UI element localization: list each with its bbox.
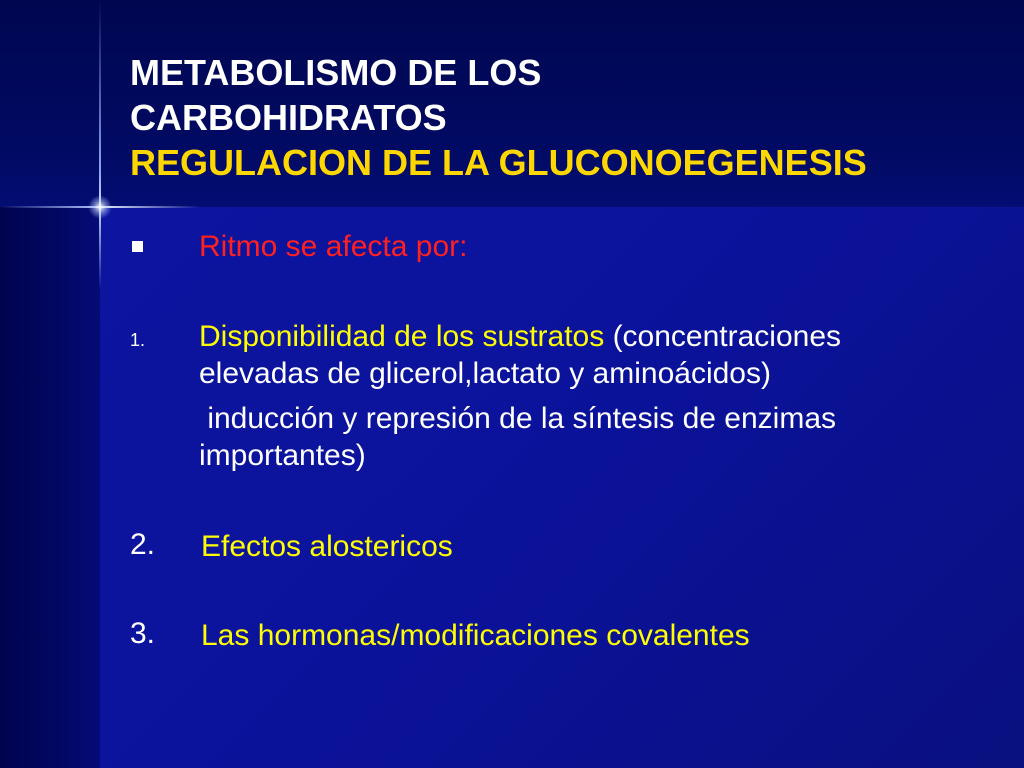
content-panel [100,207,1024,768]
item-1-line-3: inducción y represión de la síntesis de enzimas [199,402,837,435]
item-1-rest: (concentraciones [604,320,842,353]
title-line-1: METABOLISMO DE LOS [130,52,542,93]
vertical-light-line [99,0,101,290]
square-bullet-icon [132,241,143,252]
intro-text: Ritmo se afecta por: [199,230,468,263]
sparkle-icon [88,195,112,219]
item-1-highlight: Disponibilidad de los sustratos [199,320,605,353]
item-1-line-2: elevadas de glicerol,lactato y aminoácidos) [199,357,771,390]
item-1-line-1 [199,318,841,355]
item-3-text: Las hormonas/modificaciones covalentes [201,619,750,652]
item-1-line-4: importantes) [199,439,366,472]
title-subtitle: REGULACION DE LA GLUCONOEGENESIS [130,142,867,183]
item-2-number: 2. [130,528,156,561]
item-1-number: 1. [130,330,146,350]
item-3-number: 3. [130,617,156,650]
slide-title [130,50,1010,185]
item-2-text: Efectos alostericos [201,530,453,563]
title-line-2: CARBOHIDRATOS [130,97,447,138]
